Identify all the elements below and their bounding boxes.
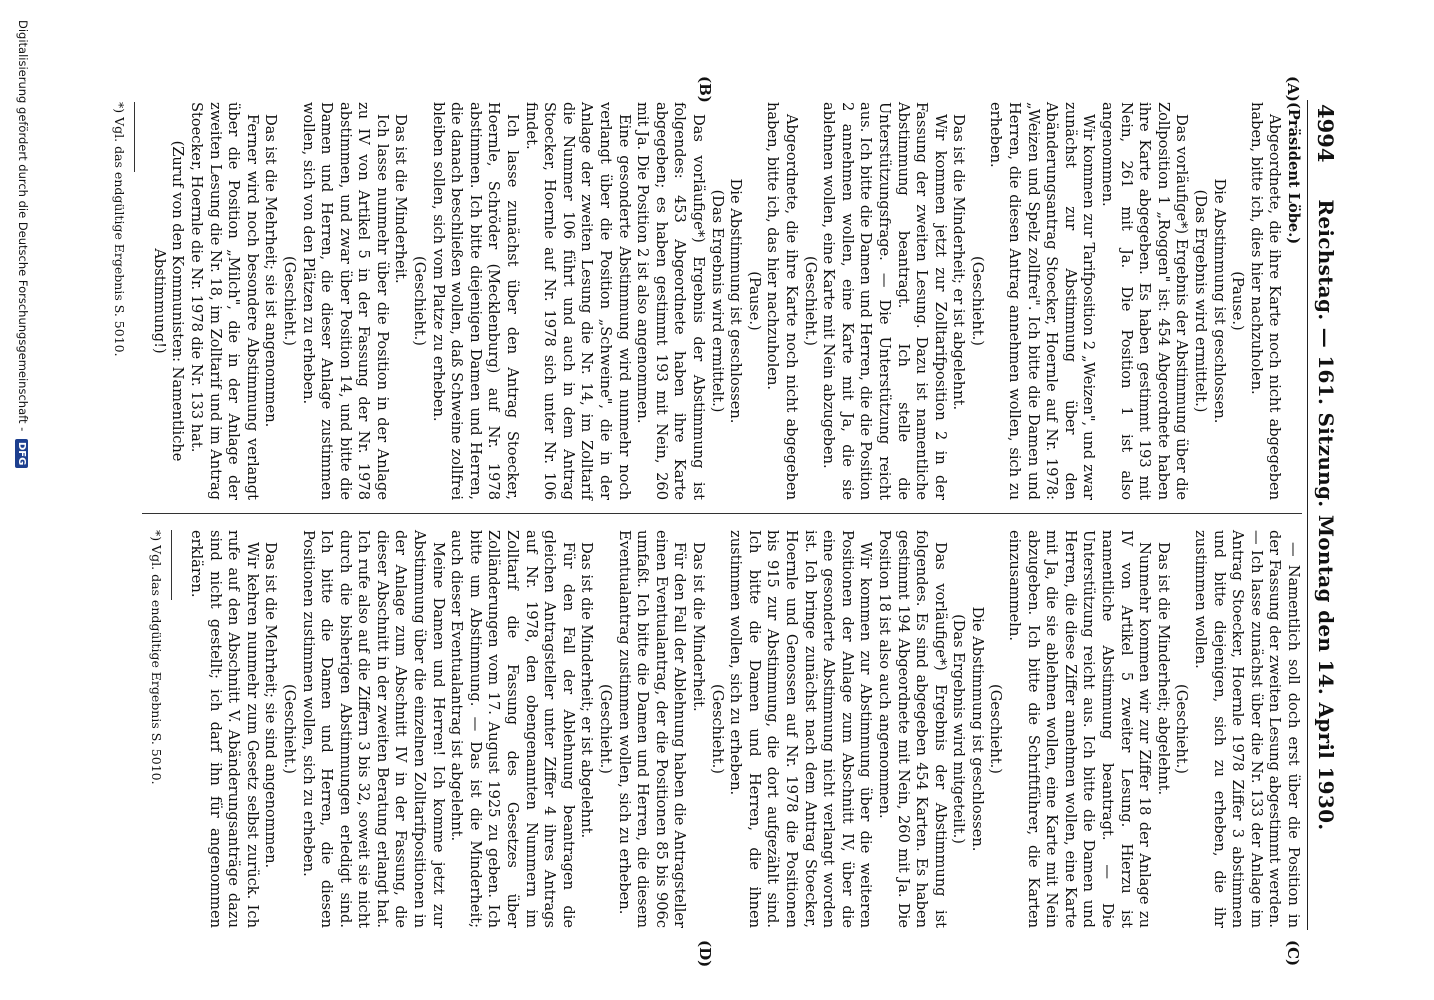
paragraph: Abgeordnete, die ihre Karte noch nicht abgegeben haben, bitte ich, das hier nachzuholen. bbox=[764, 102, 800, 500]
paragraph: Das ist die Minderheit; er ist abgelehnt. bbox=[950, 114, 968, 411]
page-title: Reichstag. — 161. Sitzung. Montag den 14. April 1930. bbox=[1314, 199, 1338, 831]
paragraph: Ich lasse nunmehr über die Position in der Anlage zu IV von Artikel 5 in der Fassung der Nr. 1978 abstimmen, und zwar über Position 14, und bitte die Damen und Herren, die dieser Anlage zustimmen wollen, sich von den Plätzen zu erheben. bbox=[299, 102, 391, 500]
paragraph: Das ist die Minderheit; abgelehnt. bbox=[1154, 542, 1172, 796]
paragraph: Die Abstimmung ist geschlossen. bbox=[968, 606, 986, 852]
paragraph: Das vorläufige*) Ergebnis der Abstimmung ist folgendes: 453 Abgeordnete haben ihre Karte abgegeben; es haben gestimmt 193 mit Nein, 260 mit Ja. Die Position 2 ist also angenommen. bbox=[634, 102, 707, 500]
paragraph: (Geschieht.) bbox=[801, 256, 819, 346]
paragraph: Das ist die Minderheit. bbox=[690, 542, 707, 712]
right-footnote bbox=[147, 530, 173, 785]
paragraph: (Das Ergebnis wird ermittelt.) bbox=[1192, 189, 1210, 413]
left-footnote-text: *) Vgl. das endgültige Ergebnis S. 5010. bbox=[112, 102, 128, 357]
paragraph: Wir kommen zur Abstimmung über die weiteren Positionen der Anlage zum Abschnitt IV, über die eine gesonderte Abstimmung nicht verlangt worden ist. Ich bringe zunächst nach dem Antrag Stoecker, Hoernle und Genossen auf Nr. 1978 die Positionen bis 915 zur Abstimmung, die dort aufgezählt sind. Ich bitte die Damen und Herren, die ihnen zustimmen wollen, sich zu erheben. bbox=[727, 530, 875, 928]
digitization-credit bbox=[6, 20, 30, 1000]
paragraph: Das ist die Mehrheit; sie ist angenommen. bbox=[262, 114, 280, 428]
paragraph: — Namentlich soll doch erst über die Position in der Fassung der zweiten Lesung abgestimmt werden. — Ich lasse zunächst über die Nr. 133 der Anlage im Antrag Stoecker, Hoernle 1978 Ziffer 3 abstimmen und bitte diejenigen, sich zu erheben, die ihr zustimmen wollen. bbox=[1192, 530, 1302, 928]
paragraph: Die Abstimmung ist geschlossen. bbox=[727, 178, 745, 424]
paragraph: Für den Fall der Ablehnung haben die Antragsteller einen Eventualantrag, der die Positionen 85 bis 906c umfaßt. Ich bitte die Damen und Herren, die diesem Eventualantrag zustimmen wollen, sich zu erheben. bbox=[615, 530, 689, 928]
margin-letter-c: (C) bbox=[1284, 940, 1302, 967]
paragraph: Wir kehren nunmehr zum Gesetz selbst zurück. Ich rufe auf den Abschnitt V. Abänderungsanträge dazu sind nicht gestellt; ich darf ihn für angenommen erklären. bbox=[187, 530, 261, 928]
paragraph: (Geschieht.) bbox=[987, 684, 1005, 774]
paragraph: Wir kommen zur Tarifposition 2 „Weizen", und zwar zunächst zur Abstimmung über den Abänderungsantrag Stoecker, Hoernle auf Nr. 1978: „Weizen und Spelz zollfrei". Ich bitte die Damen und Herren, die diesen Antrag annehmen wollen, sich zu erheben. bbox=[987, 102, 1098, 500]
right-column bbox=[146, 530, 1302, 928]
left-column bbox=[112, 102, 1302, 500]
paragraph: Das vorläufige*) Ergebnis der Abstimmung ist folgendes. Es sind abgegeben 454 Karten. Es haben gestimmt 194 Abgeordnete mit Nein, 260 mit Ja. Die Position 18 ist also auch angenommen. bbox=[875, 530, 949, 928]
paragraph: (Geschieht.) bbox=[411, 256, 429, 346]
paragraph: Wir kommen jetzt zur Zolltarifposition 2 in der Fassung der zweiten Lesung. Dazu ist namentliche Abstimmung beantragt. Ich stelle die Unterstützungsfrage. — Die Unterstützung reicht aus. Ich bitte die Damen und Herren, die die Position 2 annehmen wollen, eine Karte mit Ja, die sie ablehnen wollen, eine Karte mit Nein abzugeben. bbox=[820, 102, 949, 500]
paragraph: Ferner wird noch besondere Abstimmung verlangt über die Position „Milch", die in der Anlage der zweiten Lesung die Nr. 18, im Zolltarif und im Antrag Stoecker, Hoernle die Nr. 1978 die Nr. 133 hat. bbox=[187, 102, 261, 500]
paragraph: Eine gesonderte Abstimmung wird nunmehr noch verlangt über die Position „Schweine", die in der Anlage der zweiten Lesung die Nr. 14, im Zolltarif die Nummer 106 führt und auch in dem Antrag Stoecker, Hoernle auf Nr. 1978 sich unter Nr. 106 findet. bbox=[522, 102, 633, 500]
right-paragraphs bbox=[186, 530, 1302, 928]
left-paragraphs bbox=[149, 102, 1283, 500]
paragraph: Für den Fall der Ablehnung beantragen die gleichen Antragsteller unter Ziffer 4 ihres Antrags auf Nr. 1978, den obengenannten Nummern im Zolltarif die Fassung des Gesetzes über Zolländerungen vom 17. August 1925 zu geben. Ich bitte um Abstimmung. — Das ist die Minderheit; auch dieser Eventualantrag ist abgelehnt. bbox=[448, 530, 577, 928]
paragraph: (Pause.) bbox=[745, 271, 763, 331]
paragraph: (Pause.) bbox=[1229, 271, 1247, 331]
paragraph: (Das Ergebnis wird ermittelt.) bbox=[708, 189, 726, 413]
paragraph: Ich lasse zunächst über den Antrag Stoecker, Hoernle, Schröder (Mecklenburg) auf Nr. 1978 abstimmen. Ich bitte diejenigen Damen und Herren, die danach beschließen wollen, daß Schweine zollfrei bleiben sollen, sich vom Platze zu erheben. bbox=[429, 102, 522, 500]
margin-letter-a: (A) bbox=[1284, 76, 1302, 102]
paragraph: Die Abstimmung ist geschlossen. bbox=[1210, 178, 1228, 424]
paragraph: (Das Ergebnis wird mitgeteilt.) bbox=[950, 614, 968, 844]
speaker-label: (Präsident Löbe.) bbox=[1285, 102, 1302, 245]
margin-letter-d: (D) bbox=[696, 940, 714, 968]
paragraph: Das ist die Mehrheit; sie sind angenommen. bbox=[262, 542, 280, 869]
paragraph: (Geschieht.) bbox=[1173, 684, 1191, 774]
dfg-logo: DFG bbox=[15, 439, 28, 468]
paragraph: (Geschieht.) bbox=[708, 684, 726, 774]
credit-text: Digitalisierung gefördert durch die Deutsche Forschungsgemeinschaft - bbox=[16, 20, 30, 432]
paragraph: Das ist die Minderheit; er ist abgelehnt. bbox=[578, 542, 596, 839]
paragraph: Das vorläufige*) Ergebnis der Abstimmung über die Zollposition 1 „Roggen" ist: 454 Abgeordnete haben ihre Karte abgegeben. Es haben gestimmt 193 mit Nein, 261 mit Ja. Die Position 1 ist also angenommen. bbox=[1099, 102, 1191, 500]
paragraph: (Geschieht.) bbox=[597, 684, 615, 774]
page-number: 4994 bbox=[1313, 104, 1338, 163]
left-footnote bbox=[110, 102, 136, 357]
page-header bbox=[1307, 100, 1342, 930]
paragraph: (Zuruf von den Kommunisten: Namentliche Abstimmung!) bbox=[150, 140, 187, 462]
paragraph: Abgeordnete, die ihre Karte noch nicht abgegeben haben, bitte ich, dies hier nachzuholen. bbox=[1247, 102, 1284, 500]
paragraph: Meine Damen und Herren! Ich komme jetzt zur Abstimmung über die einzelnen Zolltarifpositionen in der Anlage zum Abschnitt IV in der Fassung, die dieser Abschnitt in der zweiten Beratung erlangt hat. Ich rufe also auf die Ziffern 3 bis 32, soweit sie nicht durch die bisherigen Abstimmungen erledigt sind. Ich bitte die Damen und Herren, die diesen Positionen zustimmen wollen, sich zu erheben. bbox=[299, 530, 447, 928]
column-divider bbox=[142, 513, 1302, 514]
paragraph: Das ist die Minderheit. bbox=[392, 114, 410, 284]
paragraph: Nunmehr kommen wir zur Ziffer 18 der Anlage zu IV von Artikel 5 zweiter Lesung. Hierzu ist namentliche Abstimmung beantragt. — Die Unterstützung reicht aus. Ich bitte die Damen und Herren, die diese Ziffer annehmen wollen, eine Karte mit Ja, die sie ablehnen wollen, eine Karte mit Nein abzugeben. Ich bitte die Schriftführer, die Karten einzusammeln. bbox=[1006, 530, 1154, 928]
paragraph: (Geschieht.) bbox=[968, 256, 986, 346]
margin-letter-b: (B) bbox=[696, 76, 714, 103]
right-footnote-text: *) Vgl. das endgültige Ergebnis S. 5010. bbox=[149, 530, 165, 785]
paragraph: (Geschieht.) bbox=[280, 684, 298, 774]
paragraph: (Geschieht.) bbox=[280, 256, 298, 346]
